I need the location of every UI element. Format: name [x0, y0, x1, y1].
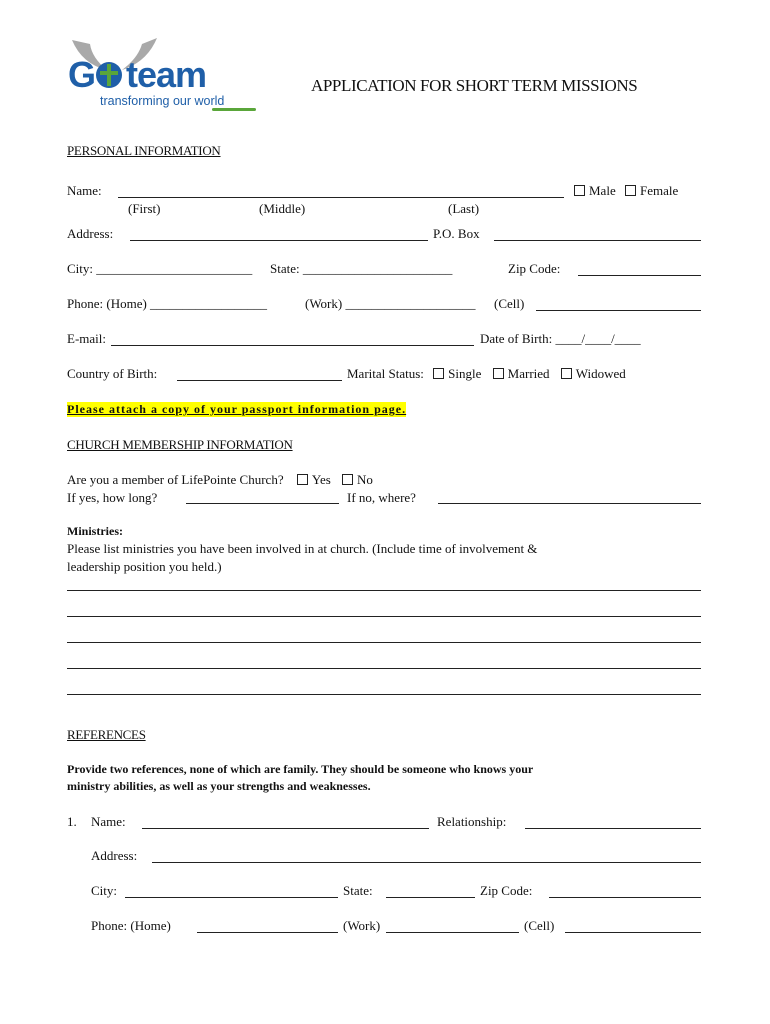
ref-phone-cell-label: (Cell) [524, 918, 555, 933]
marital-status [347, 366, 626, 382]
dob-label[interactable]: Date of Birth: ____/____/____ [480, 331, 641, 346]
passport-note: Please attach a copy of your passport information page. [67, 402, 407, 416]
ref-phone-cell-field[interactable] [565, 932, 701, 933]
state-label[interactable]: State: _______________________ [270, 261, 453, 276]
ministries-text-2: leadership position you held.) [67, 559, 222, 574]
no-checkbox[interactable] [342, 474, 353, 485]
city-label[interactable]: City: ________________________ [67, 261, 253, 276]
logo [62, 34, 262, 114]
ref-name-field[interactable] [142, 828, 429, 829]
ministries-line-2[interactable] [67, 616, 701, 617]
middle-sublabel: (Middle) [259, 201, 306, 216]
ref-phone-home-label: Phone: (Home) [91, 918, 171, 933]
globe-cross-icon [94, 60, 124, 90]
logo-brand-g: G [68, 54, 97, 95]
ref-zip-label: Zip Code: [480, 883, 533, 898]
ref-state-label: State: [343, 883, 373, 898]
ref-relationship-field[interactable] [525, 828, 701, 829]
email-field[interactable] [111, 345, 474, 346]
references-heading: REFERENCES [67, 727, 146, 742]
phone-cell-field[interactable] [536, 310, 701, 311]
ref-relationship-label: Relationship: [437, 814, 507, 829]
female-checkbox[interactable] [625, 185, 636, 196]
married-checkbox[interactable] [493, 368, 504, 379]
church-heading: CHURCH MEMBERSHIP INFORMATION [67, 437, 293, 452]
marital-label: Marital Status: [347, 366, 424, 381]
references-instructions-1: Provide two references, none of which are family. They should be someone who knows your [67, 762, 534, 776]
member-question-text: Are you a member of LifePointe Church? [67, 472, 284, 487]
member-question [67, 472, 373, 488]
how-long-label: If yes, how long? [67, 490, 158, 505]
widowed-checkbox[interactable] [561, 368, 572, 379]
zip-label: Zip Code: [508, 261, 561, 276]
country-label: Country of Birth: [67, 366, 158, 381]
ref-phone-work-label: (Work) [343, 918, 381, 933]
ref-phone-work-field[interactable] [386, 932, 519, 933]
ref-address-label: Address: [91, 848, 138, 863]
ministries-line-1[interactable] [67, 590, 701, 591]
pobox-label: P.O. Box [433, 226, 480, 241]
yes-label: Yes [311, 472, 331, 487]
ministries-label: Ministries: [67, 524, 123, 538]
male-checkbox[interactable] [574, 185, 585, 196]
female-label: Female [639, 183, 679, 198]
phone-home-label[interactable]: Phone: (Home) __________________ [67, 296, 268, 311]
how-long-field[interactable] [186, 503, 339, 504]
single-label: Single [448, 366, 482, 381]
ref-name-label: Name: [91, 814, 126, 829]
married-label: Married [507, 366, 550, 381]
logo-tagline: transforming our world [100, 94, 225, 108]
ref-address-field[interactable] [152, 862, 701, 863]
no-label: No [357, 472, 373, 487]
first-sublabel: (First) [128, 201, 161, 216]
zip-field[interactable] [578, 275, 701, 276]
name-label: Name: [67, 183, 102, 198]
ref-number: 1. [67, 814, 77, 829]
logo-brand-team: team [126, 54, 207, 95]
email-label: E-mail: [67, 331, 106, 346]
name-field[interactable] [118, 197, 564, 198]
widowed-label: Widowed [575, 366, 626, 381]
pobox-field[interactable] [494, 240, 701, 241]
ministries-line-3[interactable] [67, 642, 701, 643]
yes-checkbox[interactable] [297, 474, 308, 485]
where-label: If no, where? [347, 490, 416, 505]
references-instructions-2: ministry abilities, as well as your strengths and weaknesses. [67, 779, 371, 793]
ref-city-field[interactable] [125, 897, 338, 898]
logo-underline-swoosh [212, 108, 256, 111]
ref-zip-field[interactable] [549, 897, 701, 898]
where-field[interactable] [438, 503, 701, 504]
ref-city-label: City: [91, 883, 118, 898]
single-checkbox[interactable] [433, 368, 444, 379]
ministries-line-5[interactable] [67, 694, 701, 695]
last-sublabel: (Last) [448, 201, 480, 216]
phone-work-label[interactable]: (Work) ____________________ [305, 296, 476, 311]
ministries-text-1: Please list ministries you have been involved in at church. (Include time of involvement & [67, 541, 538, 556]
ref-phone-home-field[interactable] [197, 932, 338, 933]
gender-options [574, 183, 678, 199]
personal-heading: PERSONAL INFORMATION [67, 143, 221, 158]
phone-cell-label: (Cell) [494, 296, 525, 311]
ref-state-field[interactable] [386, 897, 475, 898]
ministries-line-4[interactable] [67, 668, 701, 669]
page-title: APPLICATION FOR SHORT TERM MISSIONS [311, 76, 638, 95]
address-label: Address: [67, 226, 114, 241]
country-field[interactable] [177, 380, 342, 381]
male-label: Male [589, 183, 616, 198]
address-field[interactable] [130, 240, 428, 241]
